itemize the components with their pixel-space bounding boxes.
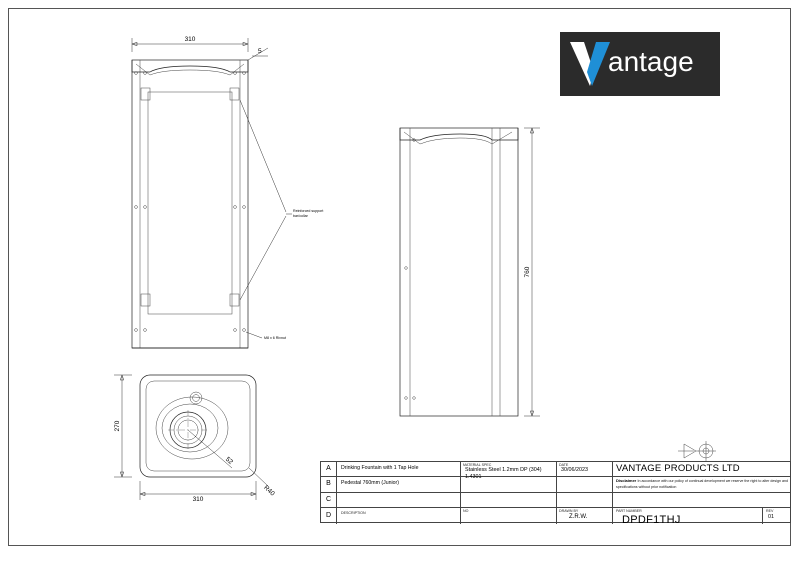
revision-label: REV — [766, 509, 774, 514]
rev-letter-b: B — [321, 477, 337, 491]
date-label: DATE — [559, 463, 569, 467]
material-cell-cont-2 — [461, 493, 557, 507]
title-block-row-d — [321, 508, 790, 524]
date-cell — [557, 462, 613, 476]
dim-bowl-diameter: 52 — [223, 455, 235, 466]
scale-cell — [461, 508, 557, 524]
plan-view — [114, 375, 276, 503]
description-header — [337, 508, 461, 524]
company-logo — [560, 32, 720, 96]
drawn-by-value: Z.R.W. — [569, 513, 588, 520]
drawn-by-cell — [557, 508, 613, 524]
dim-corner-radius: R40 — [262, 484, 276, 498]
dim-side-height: 760 — [524, 266, 531, 278]
description-line-1: Drinking Fountain with 1 Tap Hole — [337, 462, 461, 476]
logo-wordmark: antage — [608, 46, 694, 77]
date-cell-cont-2 — [557, 493, 613, 507]
disclaimer-title: Disclaimer — [616, 478, 637, 484]
part-number-cell — [613, 508, 763, 524]
dim-plan-depth: 270 — [114, 420, 121, 432]
logo-v-mark — [568, 38, 612, 90]
dim-plate-thickness: 5 — [258, 48, 262, 55]
rev-letter-c: C — [321, 493, 337, 507]
part-number-label: PART NUMBER — [616, 509, 642, 514]
side-elevation-view — [400, 128, 540, 416]
disclaimer-cell — [613, 477, 792, 491]
description-line-2: Pedestal 760mm (Junior) — [337, 477, 461, 491]
company-name: VANTAGE PRODUCTS LTD — [616, 463, 740, 474]
note-support-bar-line2: bar/collar — [293, 214, 308, 218]
title-block — [320, 461, 791, 526]
front-elevation-view — [132, 36, 323, 348]
dim-plan-width: 310 — [192, 496, 204, 503]
material-value: Stainless Steel 1.2mm DP (304) 1.4301 — [465, 467, 542, 481]
material-label: MATERIAL SPEC — [463, 463, 492, 467]
date-value: 30/06/2023 — [561, 467, 588, 474]
material-cell — [461, 462, 557, 481]
note-support-bar-line1: Reinforced support — [293, 209, 324, 213]
revision-cell — [763, 508, 792, 524]
part-number-value: DPDF1THJ — [622, 513, 681, 526]
rev-letter-a: A — [321, 462, 337, 476]
description-label: DESCRIPTION — [341, 511, 366, 516]
disclaimer-cell-cont — [613, 493, 792, 507]
scale-label: NO — [463, 509, 469, 514]
drawn-by-label: DRAWN BY — [559, 509, 579, 514]
rev-letter-d: D — [321, 508, 337, 524]
revision-value: 01 — [768, 513, 774, 520]
description-line-3 — [337, 493, 461, 507]
note-rivnut: M8 x 6 Rivnut — [264, 336, 286, 340]
material-cell-cont — [461, 477, 557, 491]
date-cell-cont — [557, 477, 613, 491]
title-block-row-c — [321, 493, 790, 508]
dim-front-width: 310 — [184, 36, 196, 43]
company-cell — [613, 462, 792, 476]
first-angle-projection-symbol — [678, 441, 716, 461]
title-block-row-b — [321, 477, 790, 492]
disclaimer-body: In accordance with our policy of continual development we reserve the right to alter design and specifications without prior notification — [616, 479, 788, 490]
